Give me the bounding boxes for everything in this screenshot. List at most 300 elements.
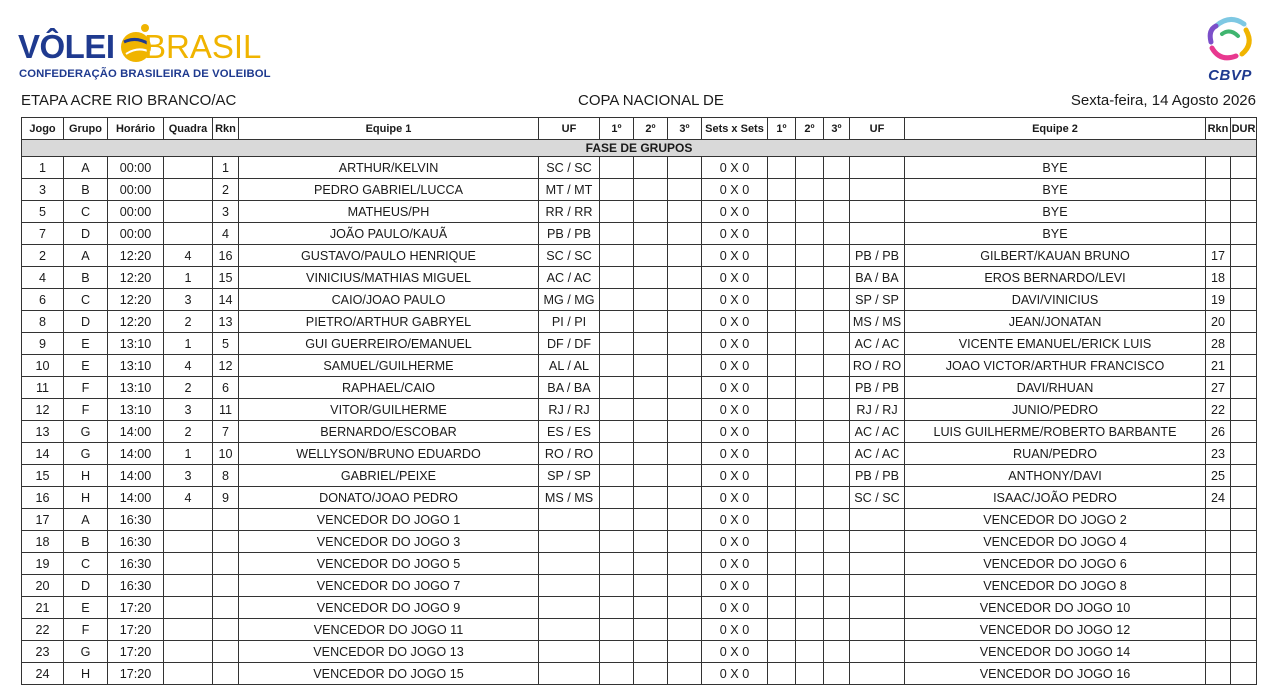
set2-score-2-cell bbox=[796, 311, 824, 333]
set3-score-2-cell bbox=[824, 421, 850, 443]
uf-2-cell bbox=[850, 157, 905, 179]
set3-score-1-cell bbox=[668, 663, 702, 685]
court-cell bbox=[164, 619, 213, 641]
duration-cell bbox=[1231, 157, 1257, 179]
set3-score-2-cell bbox=[824, 553, 850, 575]
sets-result-cell: 0 X 0 bbox=[702, 487, 768, 509]
court-cell bbox=[164, 157, 213, 179]
game-number-cell: 17 bbox=[22, 509, 64, 531]
uf-2-cell bbox=[850, 575, 905, 597]
sets-result-cell: 0 X 0 bbox=[702, 443, 768, 465]
column-header: Equipe 2 bbox=[905, 118, 1206, 140]
rank-1-cell: 4 bbox=[213, 223, 239, 245]
rank-2-cell: 27 bbox=[1206, 377, 1231, 399]
set1-score-1-cell bbox=[600, 663, 634, 685]
team-1-cell: VENCEDOR DO JOGO 11 bbox=[239, 619, 539, 641]
set3-score-1-cell bbox=[668, 553, 702, 575]
set1-score-1-cell bbox=[600, 575, 634, 597]
uf-1-cell: AC / AC bbox=[539, 267, 600, 289]
group-cell: F bbox=[64, 377, 108, 399]
time-cell: 12:20 bbox=[108, 311, 164, 333]
set2-score-2-cell bbox=[796, 355, 824, 377]
sets-result-cell: 0 X 0 bbox=[702, 179, 768, 201]
duration-cell bbox=[1231, 443, 1257, 465]
set3-score-2-cell bbox=[824, 289, 850, 311]
group-cell: E bbox=[64, 597, 108, 619]
set3-score-2-cell bbox=[824, 245, 850, 267]
set3-score-1-cell bbox=[668, 201, 702, 223]
set1-score-2-cell bbox=[768, 267, 796, 289]
rank-2-cell bbox=[1206, 597, 1231, 619]
game-number-cell: 1 bbox=[22, 157, 64, 179]
sets-result-cell: 0 X 0 bbox=[702, 399, 768, 421]
team-1-cell: VENCEDOR DO JOGO 5 bbox=[239, 553, 539, 575]
rank-2-cell bbox=[1206, 531, 1231, 553]
set1-score-2-cell bbox=[768, 201, 796, 223]
set1-score-1-cell bbox=[600, 399, 634, 421]
set1-score-1-cell bbox=[600, 355, 634, 377]
set2-score-1-cell bbox=[634, 487, 668, 509]
set2-score-1-cell bbox=[634, 531, 668, 553]
event-date: Sexta-feira, 14 Agosto 2026 bbox=[1070, 92, 1256, 109]
team-2-cell: GILBERT/KAUAN BRUNO bbox=[905, 245, 1206, 267]
column-header: Grupo bbox=[64, 118, 108, 140]
team-1-cell: RAPHAEL/CAIO bbox=[239, 377, 539, 399]
rank-1-cell: 15 bbox=[213, 267, 239, 289]
team-1-cell: GUSTAVO/PAULO HENRIQUE bbox=[239, 245, 539, 267]
set3-score-2-cell bbox=[824, 509, 850, 531]
set2-score-1-cell bbox=[634, 245, 668, 267]
table-row bbox=[22, 399, 1257, 421]
uf-2-cell: PB / PB bbox=[850, 245, 905, 267]
group-cell: C bbox=[64, 201, 108, 223]
phase-row bbox=[22, 140, 1257, 157]
rank-2-cell bbox=[1206, 223, 1231, 245]
set1-score-2-cell bbox=[768, 465, 796, 487]
column-header: 2º bbox=[796, 118, 824, 140]
uf-1-cell bbox=[539, 575, 600, 597]
sets-result-cell: 0 X 0 bbox=[702, 245, 768, 267]
uf-2-cell bbox=[850, 641, 905, 663]
court-cell bbox=[164, 223, 213, 245]
time-cell: 13:10 bbox=[108, 399, 164, 421]
court-cell bbox=[164, 179, 213, 201]
uf-2-cell: AC / AC bbox=[850, 443, 905, 465]
sets-result-cell: 0 X 0 bbox=[702, 531, 768, 553]
set3-score-2-cell bbox=[824, 377, 850, 399]
set3-score-2-cell bbox=[824, 311, 850, 333]
game-number-cell: 15 bbox=[22, 465, 64, 487]
rank-2-cell: 21 bbox=[1206, 355, 1231, 377]
set2-score-2-cell bbox=[796, 223, 824, 245]
time-cell: 12:20 bbox=[108, 267, 164, 289]
team-2-cell: VICENTE EMANUEL/ERICK LUIS bbox=[905, 333, 1206, 355]
set2-score-2-cell bbox=[796, 465, 824, 487]
game-number-cell: 2 bbox=[22, 245, 64, 267]
set3-score-1-cell bbox=[668, 465, 702, 487]
duration-cell bbox=[1231, 597, 1257, 619]
duration-cell bbox=[1231, 509, 1257, 531]
column-header: Quadra bbox=[164, 118, 213, 140]
group-cell: D bbox=[64, 223, 108, 245]
column-header: UF bbox=[850, 118, 905, 140]
team-2-cell: JEAN/JONATAN bbox=[905, 311, 1206, 333]
uf-1-cell: DF / DF bbox=[539, 333, 600, 355]
time-cell: 16:30 bbox=[108, 509, 164, 531]
set1-score-2-cell bbox=[768, 531, 796, 553]
table-row bbox=[22, 311, 1257, 333]
sets-result-cell: 0 X 0 bbox=[702, 509, 768, 531]
group-cell: H bbox=[64, 465, 108, 487]
set1-score-2-cell bbox=[768, 553, 796, 575]
court-cell: 4 bbox=[164, 355, 213, 377]
uf-1-cell: PB / PB bbox=[539, 223, 600, 245]
court-cell: 1 bbox=[164, 267, 213, 289]
set1-score-1-cell bbox=[600, 289, 634, 311]
team-2-cell: VENCEDOR DO JOGO 14 bbox=[905, 641, 1206, 663]
rank-1-cell: 8 bbox=[213, 465, 239, 487]
set3-score-2-cell bbox=[824, 575, 850, 597]
set3-score-1-cell bbox=[668, 443, 702, 465]
cbvp-ball-icon bbox=[1202, 12, 1258, 64]
set2-score-1-cell bbox=[634, 663, 668, 685]
team-2-cell: JUNIO/PEDRO bbox=[905, 399, 1206, 421]
uf-2-cell: RO / RO bbox=[850, 355, 905, 377]
sets-result-cell: 0 X 0 bbox=[702, 553, 768, 575]
court-cell: 2 bbox=[164, 421, 213, 443]
set3-score-2-cell bbox=[824, 399, 850, 421]
game-number-cell: 9 bbox=[22, 333, 64, 355]
set2-score-1-cell bbox=[634, 223, 668, 245]
duration-cell bbox=[1231, 487, 1257, 509]
uf-1-cell: RR / RR bbox=[539, 201, 600, 223]
rank-2-cell bbox=[1206, 509, 1231, 531]
column-header: Rkn bbox=[1206, 118, 1231, 140]
set2-score-1-cell bbox=[634, 509, 668, 531]
sets-result-cell: 0 X 0 bbox=[702, 575, 768, 597]
duration-cell bbox=[1231, 619, 1257, 641]
set2-score-1-cell bbox=[634, 619, 668, 641]
team-2-cell: VENCEDOR DO JOGO 2 bbox=[905, 509, 1206, 531]
rank-1-cell: 6 bbox=[213, 377, 239, 399]
set3-score-2-cell bbox=[824, 597, 850, 619]
set1-score-2-cell bbox=[768, 487, 796, 509]
time-cell: 12:20 bbox=[108, 289, 164, 311]
set1-score-1-cell bbox=[600, 245, 634, 267]
set3-score-1-cell bbox=[668, 333, 702, 355]
set1-score-2-cell bbox=[768, 421, 796, 443]
set1-score-2-cell bbox=[768, 399, 796, 421]
group-cell: C bbox=[64, 289, 108, 311]
sets-result-cell: 0 X 0 bbox=[702, 289, 768, 311]
set2-score-1-cell bbox=[634, 267, 668, 289]
time-cell: 16:30 bbox=[108, 531, 164, 553]
game-number-cell: 11 bbox=[22, 377, 64, 399]
set2-score-1-cell bbox=[634, 179, 668, 201]
group-cell: C bbox=[64, 553, 108, 575]
rank-1-cell: 3 bbox=[213, 201, 239, 223]
set1-score-2-cell bbox=[768, 289, 796, 311]
set1-score-2-cell bbox=[768, 223, 796, 245]
team-2-cell: DAVI/VINICIUS bbox=[905, 289, 1206, 311]
set2-score-2-cell bbox=[796, 267, 824, 289]
set2-score-1-cell bbox=[634, 553, 668, 575]
uf-1-cell bbox=[539, 641, 600, 663]
set2-score-2-cell bbox=[796, 597, 824, 619]
duration-cell bbox=[1231, 223, 1257, 245]
court-cell: 4 bbox=[164, 487, 213, 509]
duration-cell bbox=[1231, 289, 1257, 311]
uf-2-cell: PB / PB bbox=[850, 465, 905, 487]
duration-cell bbox=[1231, 663, 1257, 685]
team-1-cell: GABRIEL/PEIXE bbox=[239, 465, 539, 487]
set1-score-2-cell bbox=[768, 575, 796, 597]
table-row bbox=[22, 663, 1257, 685]
set2-score-1-cell bbox=[634, 355, 668, 377]
rank-1-cell: 9 bbox=[213, 487, 239, 509]
set3-score-2-cell bbox=[824, 663, 850, 685]
column-header: Equipe 1 bbox=[239, 118, 539, 140]
sets-result-cell: 0 X 0 bbox=[702, 311, 768, 333]
set1-score-2-cell bbox=[768, 377, 796, 399]
time-cell: 14:00 bbox=[108, 465, 164, 487]
rank-1-cell: 14 bbox=[213, 289, 239, 311]
team-2-cell: BYE bbox=[905, 223, 1206, 245]
group-cell: D bbox=[64, 575, 108, 597]
rank-2-cell: 22 bbox=[1206, 399, 1231, 421]
rank-2-cell bbox=[1206, 641, 1231, 663]
rank-1-cell bbox=[213, 641, 239, 663]
court-cell: 2 bbox=[164, 311, 213, 333]
table-row bbox=[22, 509, 1257, 531]
set1-score-1-cell bbox=[600, 509, 634, 531]
table-row bbox=[22, 575, 1257, 597]
set1-score-1-cell bbox=[600, 597, 634, 619]
team-1-cell: BERNARDO/ESCOBAR bbox=[239, 421, 539, 443]
logo-volei-text: VÔLEI bbox=[18, 28, 115, 65]
duration-cell bbox=[1231, 355, 1257, 377]
set1-score-1-cell bbox=[600, 377, 634, 399]
team-1-cell: VENCEDOR DO JOGO 15 bbox=[239, 663, 539, 685]
court-cell: 3 bbox=[164, 289, 213, 311]
game-number-cell: 3 bbox=[22, 179, 64, 201]
time-cell: 16:30 bbox=[108, 553, 164, 575]
time-cell: 17:20 bbox=[108, 619, 164, 641]
uf-2-cell: SP / SP bbox=[850, 289, 905, 311]
set2-score-2-cell bbox=[796, 619, 824, 641]
set2-score-1-cell bbox=[634, 443, 668, 465]
phase-label: FASE DE GRUPOS bbox=[22, 140, 1257, 157]
uf-2-cell: RJ / RJ bbox=[850, 399, 905, 421]
set3-score-2-cell bbox=[824, 531, 850, 553]
court-cell: 1 bbox=[164, 333, 213, 355]
rank-1-cell: 10 bbox=[213, 443, 239, 465]
duration-cell bbox=[1231, 641, 1257, 663]
uf-1-cell: MT / MT bbox=[539, 179, 600, 201]
set1-score-2-cell bbox=[768, 509, 796, 531]
set2-score-2-cell bbox=[796, 663, 824, 685]
game-number-cell: 10 bbox=[22, 355, 64, 377]
set2-score-1-cell bbox=[634, 465, 668, 487]
duration-cell bbox=[1231, 201, 1257, 223]
set3-score-1-cell bbox=[668, 619, 702, 641]
table-row bbox=[22, 179, 1257, 201]
game-number-cell: 6 bbox=[22, 289, 64, 311]
uf-2-cell bbox=[850, 531, 905, 553]
table-row bbox=[22, 289, 1257, 311]
sets-result-cell: 0 X 0 bbox=[702, 267, 768, 289]
uf-2-cell: BA / BA bbox=[850, 267, 905, 289]
group-cell: F bbox=[64, 619, 108, 641]
set3-score-1-cell bbox=[668, 223, 702, 245]
set3-score-1-cell bbox=[668, 267, 702, 289]
uf-1-cell: ES / ES bbox=[539, 421, 600, 443]
set2-score-2-cell bbox=[796, 333, 824, 355]
court-cell bbox=[164, 201, 213, 223]
team-1-cell: MATHEUS/PH bbox=[239, 201, 539, 223]
game-number-cell: 18 bbox=[22, 531, 64, 553]
duration-cell bbox=[1231, 179, 1257, 201]
game-number-cell: 12 bbox=[22, 399, 64, 421]
game-number-cell: 22 bbox=[22, 619, 64, 641]
group-cell: G bbox=[64, 443, 108, 465]
set2-score-1-cell bbox=[634, 157, 668, 179]
column-header: 3º bbox=[668, 118, 702, 140]
team-2-cell: VENCEDOR DO JOGO 12 bbox=[905, 619, 1206, 641]
table-row bbox=[22, 465, 1257, 487]
game-number-cell: 13 bbox=[22, 421, 64, 443]
set1-score-1-cell bbox=[600, 443, 634, 465]
game-number-cell: 20 bbox=[22, 575, 64, 597]
time-cell: 13:10 bbox=[108, 333, 164, 355]
team-2-cell: JOAO VICTOR/ARTHUR FRANCISCO bbox=[905, 355, 1206, 377]
game-number-cell: 19 bbox=[22, 553, 64, 575]
rank-1-cell bbox=[213, 597, 239, 619]
court-cell: 3 bbox=[164, 465, 213, 487]
set2-score-1-cell bbox=[634, 333, 668, 355]
uf-1-cell: BA / BA bbox=[539, 377, 600, 399]
set2-score-2-cell bbox=[796, 399, 824, 421]
uf-1-cell: MS / MS bbox=[539, 487, 600, 509]
table-row bbox=[22, 267, 1257, 289]
team-1-cell: VENCEDOR DO JOGO 9 bbox=[239, 597, 539, 619]
rank-1-cell: 16 bbox=[213, 245, 239, 267]
duration-cell bbox=[1231, 399, 1257, 421]
set2-score-2-cell bbox=[796, 245, 824, 267]
uf-1-cell bbox=[539, 619, 600, 641]
sets-result-cell: 0 X 0 bbox=[702, 465, 768, 487]
rank-1-cell bbox=[213, 663, 239, 685]
duration-cell bbox=[1231, 245, 1257, 267]
team-1-cell: VINICIUS/MATHIAS MIGUEL bbox=[239, 267, 539, 289]
set1-score-2-cell bbox=[768, 619, 796, 641]
set1-score-2-cell bbox=[768, 333, 796, 355]
uf-2-cell bbox=[850, 619, 905, 641]
team-2-cell: BYE bbox=[905, 201, 1206, 223]
sets-result-cell: 0 X 0 bbox=[702, 355, 768, 377]
court-cell bbox=[164, 509, 213, 531]
game-number-cell: 14 bbox=[22, 443, 64, 465]
time-cell: 00:00 bbox=[108, 223, 164, 245]
rank-2-cell: 26 bbox=[1206, 421, 1231, 443]
rank-2-cell: 25 bbox=[1206, 465, 1231, 487]
team-2-cell: ISAAC/JOÃO PEDRO bbox=[905, 487, 1206, 509]
set3-score-1-cell bbox=[668, 641, 702, 663]
time-cell: 14:00 bbox=[108, 421, 164, 443]
group-cell: E bbox=[64, 333, 108, 355]
group-cell: A bbox=[64, 157, 108, 179]
court-cell bbox=[164, 663, 213, 685]
set3-score-1-cell bbox=[668, 289, 702, 311]
table-row bbox=[22, 597, 1257, 619]
set2-score-1-cell bbox=[634, 201, 668, 223]
team-1-cell: PIETRO/ARTHUR GABRYEL bbox=[239, 311, 539, 333]
set2-score-2-cell bbox=[796, 487, 824, 509]
uf-2-cell bbox=[850, 223, 905, 245]
set2-score-2-cell bbox=[796, 157, 824, 179]
logo-brasil-text: BRASIL bbox=[144, 28, 262, 65]
column-header: Sets x Sets bbox=[702, 118, 768, 140]
team-2-cell: VENCEDOR DO JOGO 8 bbox=[905, 575, 1206, 597]
team-2-cell: EROS BERNARDO/LEVI bbox=[905, 267, 1206, 289]
set1-score-2-cell bbox=[768, 311, 796, 333]
column-header: 2º bbox=[634, 118, 668, 140]
sets-result-cell: 0 X 0 bbox=[702, 201, 768, 223]
team-1-cell: WELLYSON/BRUNO EDUARDO bbox=[239, 443, 539, 465]
uf-2-cell bbox=[850, 553, 905, 575]
uf-1-cell bbox=[539, 553, 600, 575]
table-row bbox=[22, 421, 1257, 443]
game-number-cell: 23 bbox=[22, 641, 64, 663]
set3-score-2-cell bbox=[824, 201, 850, 223]
set2-score-1-cell bbox=[634, 421, 668, 443]
group-cell: B bbox=[64, 267, 108, 289]
team-1-cell: JOÃO PAULO/KAUÃ bbox=[239, 223, 539, 245]
uf-1-cell: RO / RO bbox=[539, 443, 600, 465]
rank-2-cell: 23 bbox=[1206, 443, 1231, 465]
rank-1-cell bbox=[213, 575, 239, 597]
duration-cell bbox=[1231, 311, 1257, 333]
rank-1-cell: 11 bbox=[213, 399, 239, 421]
set3-score-1-cell bbox=[668, 245, 702, 267]
rank-2-cell bbox=[1206, 575, 1231, 597]
set3-score-1-cell bbox=[668, 179, 702, 201]
set2-score-1-cell bbox=[634, 399, 668, 421]
uf-2-cell: AC / AC bbox=[850, 421, 905, 443]
court-cell: 4 bbox=[164, 245, 213, 267]
set1-score-2-cell bbox=[768, 245, 796, 267]
uf-1-cell bbox=[539, 509, 600, 531]
set2-score-2-cell bbox=[796, 509, 824, 531]
column-header: Jogo bbox=[22, 118, 64, 140]
duration-cell bbox=[1231, 377, 1257, 399]
set2-score-2-cell bbox=[796, 641, 824, 663]
set3-score-2-cell bbox=[824, 179, 850, 201]
set1-score-2-cell bbox=[768, 355, 796, 377]
set1-score-2-cell bbox=[768, 179, 796, 201]
set3-score-1-cell bbox=[668, 487, 702, 509]
time-cell: 14:00 bbox=[108, 443, 164, 465]
table-row bbox=[22, 619, 1257, 641]
set2-score-1-cell bbox=[634, 575, 668, 597]
team-1-cell: ARTHUR/KELVIN bbox=[239, 157, 539, 179]
time-cell: 16:30 bbox=[108, 575, 164, 597]
set2-score-1-cell bbox=[634, 377, 668, 399]
set2-score-1-cell bbox=[634, 597, 668, 619]
duration-cell bbox=[1231, 553, 1257, 575]
uf-2-cell: SC / SC bbox=[850, 487, 905, 509]
schedule-table bbox=[21, 117, 1257, 685]
